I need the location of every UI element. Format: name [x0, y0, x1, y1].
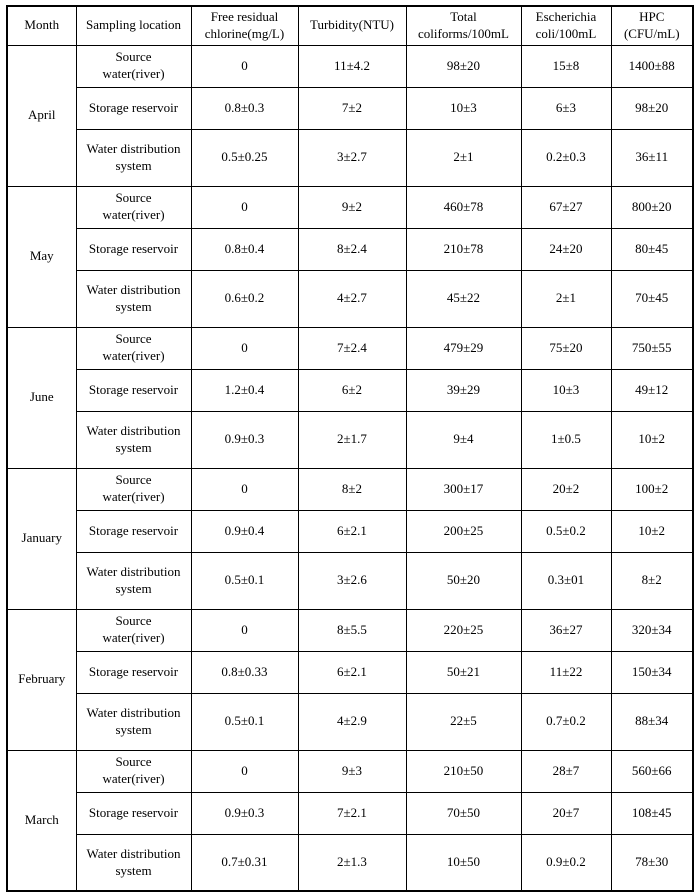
- location-cell: Storage reservoir: [76, 369, 191, 411]
- location-cell: Water distribution system: [76, 693, 191, 750]
- header-month: Month: [7, 6, 76, 45]
- table-row: [7, 129, 693, 186]
- table-row: [7, 411, 693, 468]
- value-cell: 0: [191, 45, 298, 87]
- value-cell: 28±7: [521, 750, 611, 792]
- location-cell: Storage reservoir: [76, 510, 191, 552]
- value-cell: 88±34: [611, 693, 693, 750]
- value-cell: 460±78: [406, 186, 521, 228]
- value-cell: 98±20: [406, 45, 521, 87]
- value-cell: 2±1: [521, 270, 611, 327]
- value-cell: 800±20: [611, 186, 693, 228]
- value-cell: 80±45: [611, 228, 693, 270]
- value-cell: 7±2.1: [298, 792, 406, 834]
- value-cell: 49±12: [611, 369, 693, 411]
- location-cell: Storage reservoir: [76, 87, 191, 129]
- location-cell: Water distribution system: [76, 270, 191, 327]
- value-cell: 0: [191, 609, 298, 651]
- value-cell: 10±2: [611, 510, 693, 552]
- value-cell: 300±17: [406, 468, 521, 510]
- location-cell: Storage reservoir: [76, 792, 191, 834]
- value-cell: 20±2: [521, 468, 611, 510]
- value-cell: 11±4.2: [298, 45, 406, 87]
- location-cell: Source water(river): [76, 186, 191, 228]
- value-cell: 36±11: [611, 129, 693, 186]
- value-cell: 10±3: [521, 369, 611, 411]
- value-cell: 1.2±0.4: [191, 369, 298, 411]
- month-cell: May: [7, 186, 76, 327]
- location-cell: Source water(river): [76, 609, 191, 651]
- month-cell: April: [7, 45, 76, 186]
- table-row: [7, 792, 693, 834]
- value-cell: 479±29: [406, 327, 521, 369]
- table-row: [7, 693, 693, 750]
- value-cell: 0.6±0.2: [191, 270, 298, 327]
- value-cell: 6±2.1: [298, 651, 406, 693]
- value-cell: 7±2.4: [298, 327, 406, 369]
- value-cell: 8±2.4: [298, 228, 406, 270]
- location-cell: Storage reservoir: [76, 228, 191, 270]
- value-cell: 4±2.7: [298, 270, 406, 327]
- value-cell: 560±66: [611, 750, 693, 792]
- value-cell: 210±50: [406, 750, 521, 792]
- table-row: [7, 750, 693, 792]
- value-cell: 10±50: [406, 834, 521, 891]
- value-cell: 108±45: [611, 792, 693, 834]
- location-cell: Source water(river): [76, 468, 191, 510]
- table-row: [7, 651, 693, 693]
- value-cell: 0.2±0.3: [521, 129, 611, 186]
- value-cell: 2±1: [406, 129, 521, 186]
- value-cell: 3±2.6: [298, 552, 406, 609]
- table-row: [7, 45, 693, 87]
- header-hpc: HPC (CFU/mL): [611, 6, 693, 45]
- value-cell: 78±30: [611, 834, 693, 891]
- value-cell: 2±1.3: [298, 834, 406, 891]
- month-cell: March: [7, 750, 76, 891]
- value-cell: 75±20: [521, 327, 611, 369]
- month-cell: June: [7, 327, 76, 468]
- value-cell: 1±0.5: [521, 411, 611, 468]
- value-cell: 10±3: [406, 87, 521, 129]
- table-row: [7, 270, 693, 327]
- value-cell: 320±34: [611, 609, 693, 651]
- value-cell: 20±7: [521, 792, 611, 834]
- value-cell: 0.5±0.1: [191, 693, 298, 750]
- value-cell: 0: [191, 750, 298, 792]
- location-cell: Water distribution system: [76, 129, 191, 186]
- value-cell: 45±22: [406, 270, 521, 327]
- table-row: [7, 609, 693, 651]
- table-row: [7, 468, 693, 510]
- value-cell: 3±2.7: [298, 129, 406, 186]
- value-cell: 0.5±0.2: [521, 510, 611, 552]
- location-cell: Source water(river): [76, 750, 191, 792]
- value-cell: 0: [191, 327, 298, 369]
- value-cell: 0.9±0.4: [191, 510, 298, 552]
- water-quality-table: [6, 5, 694, 892]
- value-cell: 0.9±0.2: [521, 834, 611, 891]
- value-cell: 0.8±0.33: [191, 651, 298, 693]
- value-cell: 0.9±0.3: [191, 411, 298, 468]
- location-cell: Storage reservoir: [76, 651, 191, 693]
- value-cell: 220±25: [406, 609, 521, 651]
- value-cell: 50±20: [406, 552, 521, 609]
- location-cell: Water distribution system: [76, 411, 191, 468]
- value-cell: 4±2.9: [298, 693, 406, 750]
- header-turbidity: Turbidity(NTU): [298, 6, 406, 45]
- value-cell: 9±2: [298, 186, 406, 228]
- location-cell: Source water(river): [76, 327, 191, 369]
- value-cell: 6±2: [298, 369, 406, 411]
- table-body: [7, 45, 693, 891]
- header-free-residual-chlorine: Free residual chlorine(mg/L): [191, 6, 298, 45]
- value-cell: 7±2: [298, 87, 406, 129]
- table-row: [7, 369, 693, 411]
- location-cell: Water distribution system: [76, 834, 191, 891]
- header-sampling-location: Sampling location: [76, 6, 191, 45]
- value-cell: 750±55: [611, 327, 693, 369]
- value-cell: 0.7±0.2: [521, 693, 611, 750]
- table-row: [7, 327, 693, 369]
- location-cell: Water distribution system: [76, 552, 191, 609]
- value-cell: 0.9±0.3: [191, 792, 298, 834]
- value-cell: 0.5±0.1: [191, 552, 298, 609]
- value-cell: 22±5: [406, 693, 521, 750]
- table-row: [7, 510, 693, 552]
- header-escherichia-coli: Escherichia coli/100mL: [521, 6, 611, 45]
- value-cell: 8±2: [298, 468, 406, 510]
- value-cell: 10±2: [611, 411, 693, 468]
- value-cell: 0: [191, 468, 298, 510]
- header-total-coliforms: Total coliforms/100mL: [406, 6, 521, 45]
- value-cell: 0.8±0.4: [191, 228, 298, 270]
- value-cell: 1400±88: [611, 45, 693, 87]
- value-cell: 24±20: [521, 228, 611, 270]
- value-cell: 70±45: [611, 270, 693, 327]
- value-cell: 8±2: [611, 552, 693, 609]
- value-cell: 100±2: [611, 468, 693, 510]
- table-row: [7, 228, 693, 270]
- month-cell: February: [7, 609, 76, 750]
- value-cell: 98±20: [611, 87, 693, 129]
- value-cell: 9±4: [406, 411, 521, 468]
- value-cell: 70±50: [406, 792, 521, 834]
- value-cell: 8±5.5: [298, 609, 406, 651]
- header-row: [7, 6, 693, 45]
- value-cell: 200±25: [406, 510, 521, 552]
- table-row: [7, 87, 693, 129]
- value-cell: 0.8±0.3: [191, 87, 298, 129]
- value-cell: 11±22: [521, 651, 611, 693]
- value-cell: 6±3: [521, 87, 611, 129]
- table-row: [7, 186, 693, 228]
- table-row: [7, 834, 693, 891]
- value-cell: 2±1.7: [298, 411, 406, 468]
- value-cell: 0.7±0.31: [191, 834, 298, 891]
- table-row: [7, 552, 693, 609]
- month-cell: January: [7, 468, 76, 609]
- value-cell: 9±3: [298, 750, 406, 792]
- value-cell: 39±29: [406, 369, 521, 411]
- value-cell: 0: [191, 186, 298, 228]
- value-cell: 6±2.1: [298, 510, 406, 552]
- value-cell: 0.3±01: [521, 552, 611, 609]
- value-cell: 67±27: [521, 186, 611, 228]
- value-cell: 210±78: [406, 228, 521, 270]
- value-cell: 36±27: [521, 609, 611, 651]
- value-cell: 50±21: [406, 651, 521, 693]
- location-cell: Source water(river): [76, 45, 191, 87]
- value-cell: 150±34: [611, 651, 693, 693]
- value-cell: 0.5±0.25: [191, 129, 298, 186]
- value-cell: 15±8: [521, 45, 611, 87]
